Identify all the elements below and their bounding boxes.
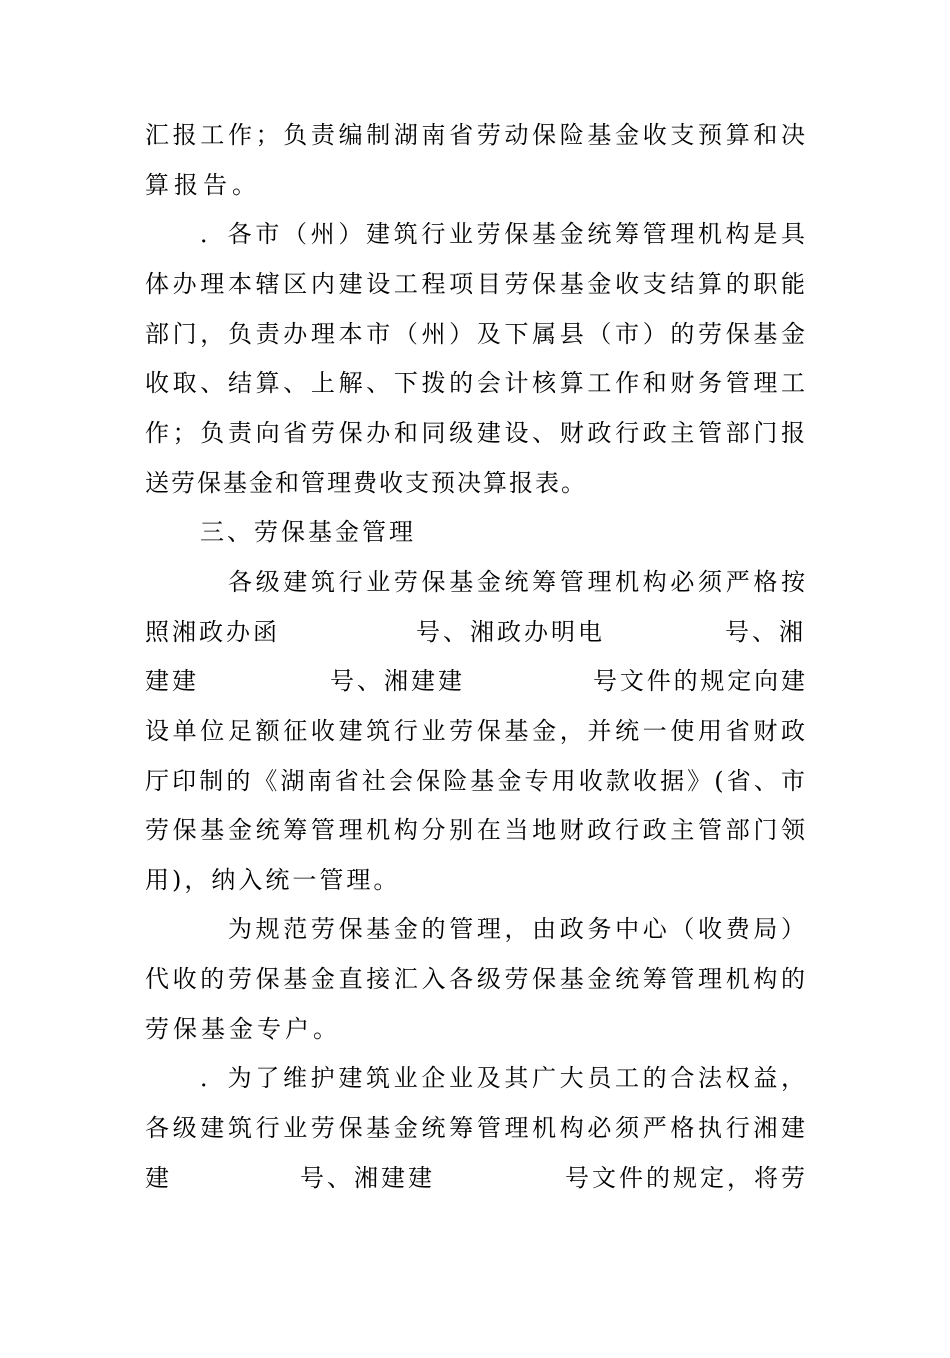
text-line — [0, 761, 950, 801]
text-run: 建建 — [145, 667, 199, 695]
text-line — [0, 909, 950, 949]
text-run: 为规范劳保基金的管理，由政务中心（收费局） — [228, 915, 805, 943]
text-run: 汇报工作；负责编制湖南省劳动保险基金收支预算和决 — [145, 121, 805, 149]
text-run: 部门，负责办理本市（州）及下属县（市）的劳保基金 — [145, 320, 805, 348]
text-run: 建 — [145, 1164, 169, 1192]
text-run: 劳保基金专户。 — [145, 1015, 341, 1043]
text-run: 号、湘建建 — [330, 667, 465, 695]
text-run: 号文件的规定，将劳 — [565, 1164, 805, 1192]
text-line — [0, 612, 950, 652]
text-line — [0, 264, 950, 304]
text-run: 劳保基金统筹管理机构分别在当地财政行政主管部门领 — [145, 816, 805, 844]
text-line — [0, 661, 950, 701]
text-run: 送劳保基金和管理费收支预决算报表。 — [145, 469, 587, 497]
text-line — [0, 1108, 950, 1148]
text-run: 用)，纳入统一管理。 — [145, 866, 401, 894]
text-run: 收取、结算、上解、下拨的会计核算工作和财务管理工 — [145, 369, 805, 397]
text-run: 各级建筑行业劳保基金统筹管理机构必须严格按 — [228, 568, 805, 596]
text-line — [0, 314, 950, 354]
text-line — [0, 214, 950, 254]
heading-text: 三、劳保基金管理 — [200, 518, 416, 546]
text-line — [0, 860, 950, 900]
text-run: 作；负责向省劳保办和同级建设、财政行政主管部门报 — [145, 419, 805, 447]
text-line — [0, 1009, 950, 1049]
text-run: 号、湘政办明电 — [416, 618, 605, 646]
text-run: 号、湘 — [725, 618, 806, 646]
text-run: 设单位足额征收建筑行业劳保基金，并统一使用省财政 — [145, 717, 805, 745]
text-line — [0, 1058, 950, 1098]
section-heading — [0, 512, 950, 552]
text-run: 代收的劳保基金直接汇入各级劳保基金统筹管理机构的 — [145, 965, 805, 993]
text-line — [0, 463, 950, 503]
text-run: 各级建筑行业劳保基金统筹管理机构必须严格执行湘建 — [145, 1114, 805, 1142]
text-run: ．各市（州）建筑行业劳保基金统筹管理机构是具 — [200, 220, 805, 248]
text-line — [0, 165, 950, 205]
text-run: 体办理本辖区内建设工程项目劳保基金收支结算的职能 — [145, 270, 805, 298]
text-line — [0, 959, 950, 999]
text-run: 号、湘建建 — [300, 1164, 435, 1192]
text-run: ．为了维护建筑业企业及其广大员工的合法权益， — [200, 1064, 805, 1092]
text-run: 算报告。 — [145, 171, 261, 199]
text-line — [0, 810, 950, 850]
text-run: 照湘政办函 — [145, 618, 280, 646]
text-line — [0, 711, 950, 751]
text-line — [0, 363, 950, 403]
text-run: 号文件的规定向建 — [593, 667, 805, 695]
text-line — [0, 1158, 950, 1198]
text-line — [0, 115, 950, 155]
text-line — [0, 413, 950, 453]
text-run: 厅印制的《湖南省社会保险基金专用收款收据》(省、市 — [145, 767, 805, 795]
text-line — [0, 562, 950, 602]
